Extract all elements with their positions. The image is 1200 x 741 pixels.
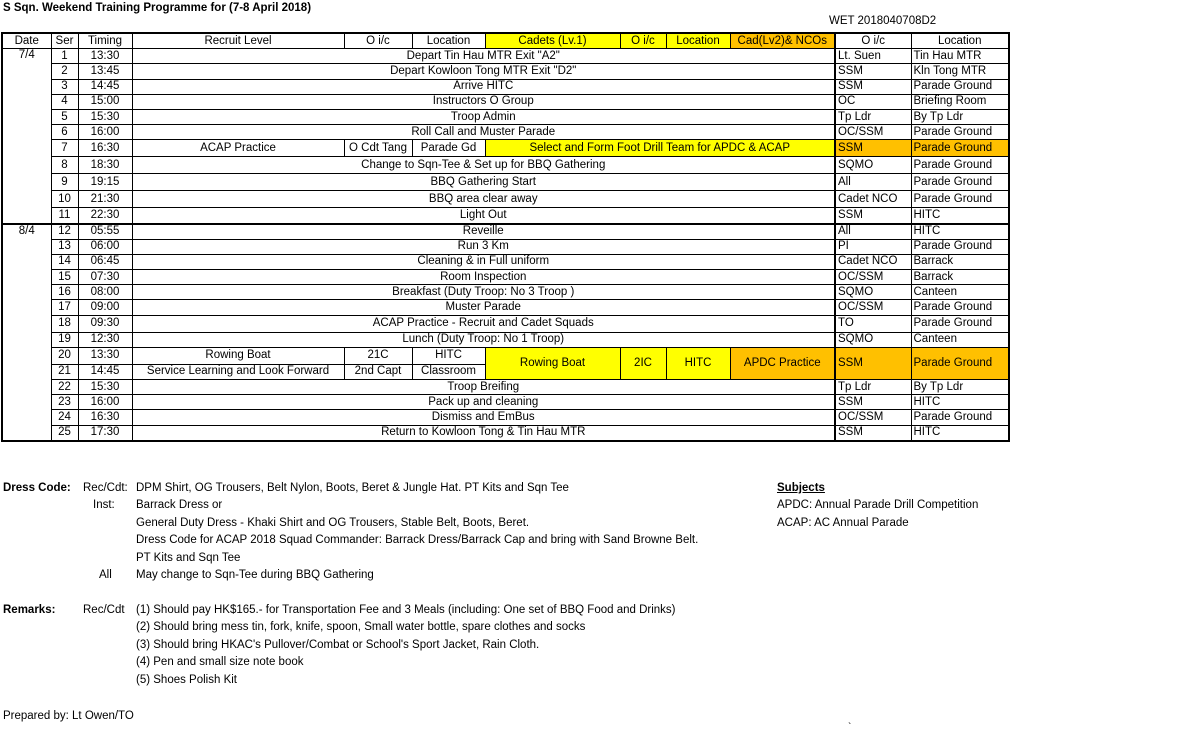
ser-cell: 23	[51, 395, 78, 410]
timing-cell: 16:30	[78, 410, 132, 425]
timing-cell: 07:30	[78, 270, 132, 285]
header-timing: Timing	[78, 33, 132, 49]
recruit-level-cell: ACAP Practice	[132, 140, 344, 157]
timing-cell: 14:45	[78, 364, 132, 379]
timing-cell: 16:00	[78, 395, 132, 410]
location-cell: Parade Ground	[911, 125, 1009, 140]
timing-cell: 19:15	[78, 174, 132, 191]
timing-cell: 21:30	[78, 191, 132, 208]
timing-cell: 09:00	[78, 300, 132, 315]
ser-cell: 24	[51, 410, 78, 425]
location-cell: Parade Ground	[911, 410, 1009, 425]
cadet-location-cell: HITC	[666, 347, 730, 379]
oic-cell: OC/SSM	[835, 270, 911, 285]
table-row	[2, 224, 1009, 240]
subject-item: ACAP: AC Annual Parade	[777, 516, 909, 529]
location-cell: Parade Ground	[911, 157, 1009, 174]
recruit-level-cell: Service Learning and Look Forward	[132, 364, 344, 379]
table-row	[2, 157, 1009, 174]
oic-cell: SSM	[835, 347, 911, 379]
location-cell: Parade Ground	[911, 347, 1009, 379]
location-cell: HITC	[911, 395, 1009, 410]
oic-cell: OC	[835, 94, 911, 109]
location-cell: Parade Ground	[911, 174, 1009, 191]
ser-cell: 16	[51, 285, 78, 300]
activity-cell: Instructors O Group	[132, 94, 835, 109]
ser-cell: 18	[51, 315, 78, 332]
table-row	[2, 208, 1009, 224]
dress-code-line: Barrack Dress or	[136, 499, 223, 512]
location-cell: Canteen	[911, 285, 1009, 300]
timing-cell: 16:00	[78, 125, 132, 140]
prepared-by: Prepared by: Lt Owen/TO	[3, 710, 134, 722]
table-row	[2, 425, 1009, 441]
table-row	[2, 191, 1009, 208]
table-row	[2, 332, 1009, 347]
ser-cell: 14	[51, 254, 78, 269]
header-oic: O i/c	[835, 33, 911, 49]
oic-cell: OC/SSM	[835, 410, 911, 425]
oic-cell: PI	[835, 239, 911, 254]
dress-code-line: Dress Code for ACAP 2018 Squad Commander: Barrack Dress/Barrack Cap and bring with Sand Browne Belt.	[136, 534, 699, 547]
location-cell: Parade Ground	[911, 315, 1009, 332]
remark-line: (4) Pen and small size note book	[136, 656, 304, 669]
stray-mark: `	[848, 722, 852, 733]
timing-cell: 15:30	[78, 380, 132, 395]
oic-cell: OC/SSM	[835, 125, 911, 140]
ser-cell: 17	[51, 300, 78, 315]
activity-cell: Run 3 Km	[132, 239, 835, 254]
activity-cell: Pack up and cleaning	[132, 395, 835, 410]
location-cell: Parade Ground	[911, 300, 1009, 315]
cadet-activity-cell: Rowing Boat	[485, 347, 620, 379]
dress-code-line: May change to Sqn-Tee during BBQ Gathering	[136, 569, 374, 582]
activity-cell: Dismiss and EmBus	[132, 410, 835, 425]
activity-cell: Depart Tin Hau MTR Exit "A2"	[132, 49, 835, 64]
timing-cell: 18:30	[78, 157, 132, 174]
table-row	[2, 380, 1009, 395]
table-row	[2, 315, 1009, 332]
header-cad-lv2-ncos: Cad(Lv2)& NCOs	[730, 33, 835, 49]
dress-code-who: All	[99, 569, 112, 582]
timing-cell: 13:30	[78, 49, 132, 64]
timing-cell: 09:30	[78, 315, 132, 332]
activity-cell: Lunch (Duty Troop: No 1 Troop)	[132, 332, 835, 347]
location-cell: Parade Ground	[911, 239, 1009, 254]
location-cell: Canteen	[911, 332, 1009, 347]
activity-cell: Breakfast (Duty Troop: No 3 Troop )	[132, 285, 835, 300]
lv2-activity-cell: APDC Practice	[730, 347, 835, 379]
ser-cell: 10	[51, 191, 78, 208]
location-cell: Barrack	[911, 254, 1009, 269]
header-recruit-oic: O i/c	[344, 33, 412, 49]
header-recruit-location: Location	[412, 33, 485, 49]
oic-cell: SSM	[835, 208, 911, 224]
location-cell: Kln Tong MTR	[911, 64, 1009, 79]
ser-cell: 4	[51, 94, 78, 109]
oic-cell: SSM	[835, 140, 911, 157]
oic-cell: SQMO	[835, 285, 911, 300]
recruit-oic-cell: 21C	[344, 347, 412, 364]
ser-cell: 21	[51, 364, 78, 379]
dress-code-section	[3, 480, 698, 584]
remarks-who: Rec/Cdt	[83, 604, 125, 616]
activity-cell: Cleaning & in Full uniform	[132, 254, 835, 269]
location-cell: Parade Ground	[911, 191, 1009, 208]
dress-code-who: Rec/Cdt:	[83, 482, 128, 494]
oic-cell: SQMO	[835, 157, 911, 174]
table-row	[2, 109, 1009, 124]
ser-cell: 1	[51, 49, 78, 64]
oic-cell: SSM	[835, 79, 911, 94]
ser-cell: 9	[51, 174, 78, 191]
table-row	[2, 64, 1009, 79]
remarks-label: Remarks:	[3, 604, 56, 616]
timing-cell: 15:30	[78, 109, 132, 124]
table-header-row	[2, 33, 1009, 49]
ser-cell: 11	[51, 208, 78, 224]
location-cell: Briefing Room	[911, 94, 1009, 109]
table-row	[2, 174, 1009, 191]
oic-cell: TO	[835, 315, 911, 332]
ser-cell: 3	[51, 79, 78, 94]
location-cell: HITC	[911, 208, 1009, 224]
table-row	[2, 410, 1009, 425]
table-row	[2, 270, 1009, 285]
oic-cell: OC/SSM	[835, 300, 911, 315]
oic-cell: Tp Ldr	[835, 380, 911, 395]
header-date: Date	[2, 33, 51, 49]
schedule-table	[1, 32, 1010, 442]
oic-cell: Lt. Suen	[835, 49, 911, 64]
oic-cell: SSM	[835, 64, 911, 79]
timing-cell: 06:45	[78, 254, 132, 269]
oic-cell: SSM	[835, 425, 911, 441]
table-row	[2, 49, 1009, 64]
subjects-heading: Subjects	[777, 482, 825, 494]
recruit-location-cell: Classroom	[412, 364, 485, 379]
ser-cell: 19	[51, 332, 78, 347]
activity-cell: Roll Call and Muster Parade	[132, 125, 835, 140]
activity-cell: Change to Sqn-Tee & Set up for BBQ Gathering	[132, 157, 835, 174]
location-cell: Parade Ground	[911, 140, 1009, 157]
table-row	[2, 140, 1009, 157]
timing-cell: 17:30	[78, 425, 132, 441]
dress-code-line: PT Kits and Sqn Tee	[136, 551, 241, 564]
recruit-oic-cell: O Cdt Tang	[344, 140, 412, 157]
header-cadets-location: Location	[666, 33, 730, 49]
oic-cell: All	[835, 224, 911, 240]
header-ser: Ser	[51, 33, 78, 49]
timing-cell: 06:00	[78, 239, 132, 254]
timing-cell: 05:55	[78, 224, 132, 240]
remark-line: (1) Should pay HK$165.- for Transportation Fee and 3 Meals (including: One set of BBQ Food and Drinks)	[136, 604, 676, 616]
location-cell: HITC	[911, 425, 1009, 441]
activity-cell: Arrive HITC	[132, 79, 835, 94]
oic-cell: Cadet NCO	[835, 254, 911, 269]
location-cell: HITC	[911, 224, 1009, 240]
ser-cell: 22	[51, 380, 78, 395]
timing-cell: 13:45	[78, 64, 132, 79]
table-row	[2, 347, 1009, 364]
ser-cell: 8	[51, 157, 78, 174]
dress-code-line: General Duty Dress - Khaki Shirt and OG Trousers, Stable Belt, Boots, Beret.	[136, 516, 530, 529]
date-cell: 8/4	[2, 224, 51, 441]
header-cadets-lv1: Cadets (Lv.1)	[485, 33, 620, 49]
timing-cell: 14:45	[78, 79, 132, 94]
ser-cell: 2	[51, 64, 78, 79]
recruit-level-cell: Rowing Boat	[132, 347, 344, 364]
ser-cell: 7	[51, 140, 78, 157]
oic-cell: Tp Ldr	[835, 109, 911, 124]
oic-cell: SSM	[835, 395, 911, 410]
table-row	[2, 94, 1009, 109]
date-cell: 7/4	[2, 49, 51, 224]
recruit-location-cell: HITC	[412, 347, 485, 364]
ser-cell: 25	[51, 425, 78, 441]
header-location: Location	[911, 33, 1009, 49]
activity-cell: BBQ Gathering Start	[132, 174, 835, 191]
location-cell: By Tp Ldr	[911, 109, 1009, 124]
oic-cell: SQMO	[835, 332, 911, 347]
subjects-section	[777, 480, 978, 532]
oic-cell: Cadet NCO	[835, 191, 911, 208]
ser-cell: 20	[51, 347, 78, 364]
table-row	[2, 79, 1009, 94]
activity-cell: BBQ area clear away	[132, 191, 835, 208]
activity-cell: Troop Admin	[132, 109, 835, 124]
location-cell: Barrack	[911, 270, 1009, 285]
activity-cell: Light Out	[132, 208, 835, 224]
activity-cell: Return to Kowloon Tong & Tin Hau MTR	[132, 425, 835, 441]
subject-item: APDC: Annual Parade Drill Competition	[777, 499, 979, 512]
recruit-oic-cell: 2nd Capt	[344, 364, 412, 379]
oic-cell: All	[835, 174, 911, 191]
ser-cell: 13	[51, 239, 78, 254]
activity-cell: ACAP Practice - Recruit and Cadet Squads	[132, 315, 835, 332]
table-row	[2, 125, 1009, 140]
activity-cell: Depart Kowloon Tong MTR Exit "D2"	[132, 64, 835, 79]
activity-cell: Room Inspection	[132, 270, 835, 285]
ser-cell: 6	[51, 125, 78, 140]
activity-cell: Reveille	[132, 224, 835, 240]
dress-code-who: Inst:	[93, 499, 115, 512]
remarks-section	[3, 602, 676, 689]
timing-cell: 13:30	[78, 347, 132, 364]
activity-cell: Troop Breifing	[132, 380, 835, 395]
table-row	[2, 300, 1009, 315]
table-row	[2, 285, 1009, 300]
remark-line: (5) Shoes Polish Kit	[136, 673, 237, 686]
ser-cell: 15	[51, 270, 78, 285]
ser-cell: 12	[51, 224, 78, 240]
header-cadets-oic: O i/c	[620, 33, 666, 49]
timing-cell: 12:30	[78, 332, 132, 347]
table-row	[2, 239, 1009, 254]
table-row	[2, 395, 1009, 410]
cadet-activity-cell: Select and Form Foot Drill Team for APDC & ACAP	[485, 140, 835, 157]
page-title: S Sqn. Weekend Training Programme for (7-8 April 2018)	[3, 2, 312, 14]
ser-cell: 5	[51, 109, 78, 124]
dress-code-line: DPM Shirt, OG Trousers, Belt Nylon, Boots, Beret & Jungle Hat. PT Kits and Sqn Tee	[136, 482, 569, 494]
header-recruit-level: Recruit Level	[132, 33, 344, 49]
cadet-oic-cell: 2IC	[620, 347, 666, 379]
location-cell: Tin Hau MTR	[911, 49, 1009, 64]
remark-line: (2) Should bring mess tin, fork, knife, spoon, Small water bottle, spare clothes and socks	[136, 621, 586, 634]
timing-cell: 08:00	[78, 285, 132, 300]
timing-cell: 15:00	[78, 94, 132, 109]
activity-cell: Muster Parade	[132, 300, 835, 315]
table-row	[2, 254, 1009, 269]
remark-line: (3) Should bring HKAC's Pullover/Combat or School's Sport Jacket, Rain Cloth.	[136, 638, 540, 651]
timing-cell: 22:30	[78, 208, 132, 224]
dress-code-label: Dress Code:	[3, 482, 71, 494]
location-cell: By Tp Ldr	[911, 380, 1009, 395]
document-reference: WET 2018040708D2	[829, 15, 937, 27]
location-cell: Parade Ground	[911, 79, 1009, 94]
recruit-location-cell: Parade Gd	[412, 140, 485, 157]
timing-cell: 16:30	[78, 140, 132, 157]
